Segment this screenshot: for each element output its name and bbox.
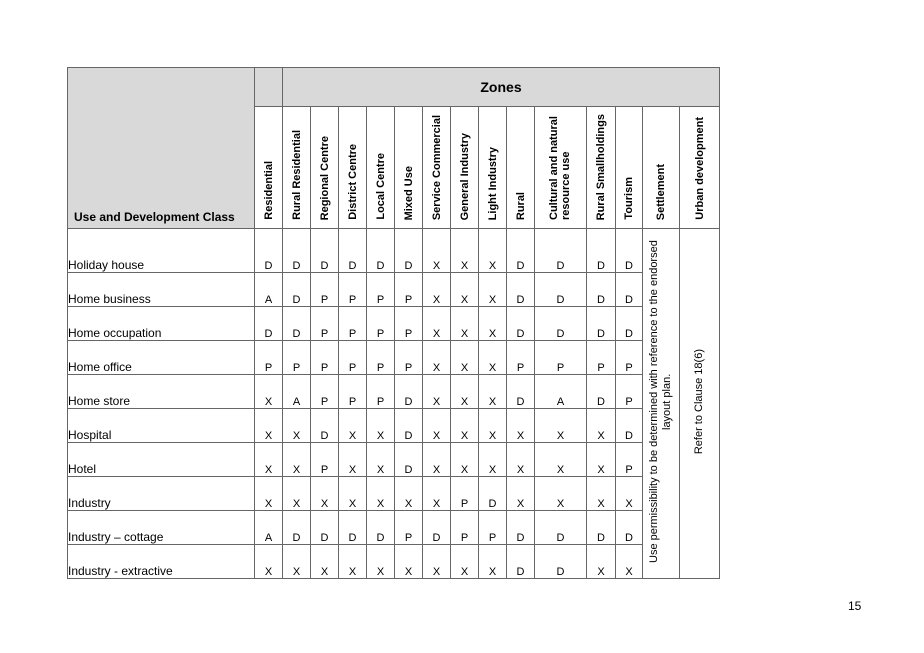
zone-header-label: Cultural and natural resource use: [547, 116, 572, 220]
use-class-label: Industry - extractive: [68, 545, 255, 579]
permissibility-cell: X: [395, 477, 423, 511]
permissibility-cell: X: [311, 545, 339, 579]
permissibility-cell: X: [255, 443, 283, 477]
use-class-label: Home occupation: [68, 307, 255, 341]
permissibility-cell: D: [283, 307, 311, 341]
permissibility-cell: X: [283, 477, 311, 511]
use-class-label: Holiday house: [68, 229, 255, 273]
permissibility-cell: P: [587, 341, 616, 375]
permissibility-cell: X: [255, 375, 283, 409]
permissibility-cell: P: [535, 341, 587, 375]
permissibility-cell: P: [311, 273, 339, 307]
permissibility-cell: P: [451, 511, 479, 545]
permissibility-cell: X: [283, 443, 311, 477]
permissibility-cell: D: [395, 375, 423, 409]
permissibility-cell: X: [535, 443, 587, 477]
permissibility-cell: D: [255, 229, 283, 273]
permissibility-cell: D: [311, 409, 339, 443]
permissibility-cell: X: [479, 375, 507, 409]
permissibility-cell: X: [451, 409, 479, 443]
permissibility-cell: P: [367, 341, 395, 375]
permissibility-cell: D: [283, 511, 311, 545]
zone-header-regional-centre: [311, 107, 339, 229]
permissibility-cell: D: [587, 375, 616, 409]
permissibility-cell: D: [535, 229, 587, 273]
permissibility-cell: X: [507, 409, 535, 443]
zone-header-residential: [255, 107, 283, 229]
permissibility-cell: X: [451, 229, 479, 273]
permissibility-cell: X: [535, 409, 587, 443]
permissibility-cell: D: [507, 511, 535, 545]
zone-header-district-centre: [339, 107, 367, 229]
permissibility-cell: D: [311, 511, 339, 545]
table-row: [68, 273, 720, 307]
use-class-label: Hotel: [68, 443, 255, 477]
permissibility-cell: P: [311, 443, 339, 477]
permissibility-cell: X: [339, 545, 367, 579]
permissibility-cell: X: [255, 409, 283, 443]
permissibility-cell: P: [339, 273, 367, 307]
permissibility-cell: X: [479, 545, 507, 579]
permissibility-cell: D: [283, 229, 311, 273]
zone-header-settlement: [643, 107, 680, 229]
permissibility-cell: P: [616, 341, 643, 375]
permissibility-cell: D: [616, 307, 643, 341]
permissibility-cell: X: [479, 341, 507, 375]
permissibility-cell: X: [451, 307, 479, 341]
permissibility-cell: X: [479, 307, 507, 341]
permissibility-cell: X: [367, 545, 395, 579]
permissibility-cell: A: [283, 375, 311, 409]
urban-note-cell: [680, 229, 720, 579]
permissibility-cell: D: [367, 229, 395, 273]
permissibility-cell: X: [616, 477, 643, 511]
permissibility-cell: D: [339, 229, 367, 273]
zone-header-rural: [507, 107, 535, 229]
zone-header-label: General Industry: [458, 132, 471, 220]
zone-header-label: Service Commercial: [430, 114, 443, 220]
permissibility-cell: P: [616, 443, 643, 477]
permissibility-cell: D: [479, 477, 507, 511]
use-class-header-label: Use and Development Class: [74, 210, 235, 224]
permissibility-cell: D: [367, 511, 395, 545]
permissibility-cell: D: [587, 273, 616, 307]
permissibility-cell: D: [587, 511, 616, 545]
zone-header-label: Rural: [514, 191, 527, 220]
permissibility-cell: X: [451, 443, 479, 477]
permissibility-cell: X: [423, 307, 451, 341]
table-row: [68, 307, 720, 341]
permissibility-cell: X: [283, 409, 311, 443]
zone-header-cultural-and-natural-resource-use: [535, 107, 587, 229]
zone-header-label: Light Industry: [486, 146, 499, 220]
zone-header-label: Urban development: [693, 117, 706, 220]
table-row: [68, 545, 720, 579]
zone-header-label: Rural Residential: [290, 130, 303, 220]
permissibility-cell: P: [311, 375, 339, 409]
permissibility-cell: X: [395, 545, 423, 579]
zone-header-label: District Centre: [346, 144, 359, 220]
zone-header-label: Mixed Use: [402, 165, 415, 220]
zone-header-general-industry: [451, 107, 479, 229]
use-class-label: Industry – cottage: [68, 511, 255, 545]
permissibility-cell: X: [339, 409, 367, 443]
zone-header-urban-development: [680, 107, 720, 229]
permissibility-cell: X: [423, 545, 451, 579]
permissibility-cell: X: [507, 477, 535, 511]
zone-header-tourism: [616, 107, 643, 229]
table-row: [68, 477, 720, 511]
permissibility-cell: X: [367, 409, 395, 443]
permissibility-cell: X: [255, 545, 283, 579]
permissibility-cell: D: [395, 229, 423, 273]
permissibility-cell: P: [367, 273, 395, 307]
zoning-table: [67, 67, 720, 579]
permissibility-cell: D: [423, 511, 451, 545]
table-row: [68, 443, 720, 477]
permissibility-cell: X: [535, 477, 587, 511]
permissibility-cell: A: [255, 511, 283, 545]
permissibility-cell: D: [507, 307, 535, 341]
permissibility-cell: D: [616, 511, 643, 545]
settlement-note-cell: [643, 229, 680, 579]
permissibility-cell: X: [616, 545, 643, 579]
permissibility-cell: D: [616, 273, 643, 307]
permissibility-cell: P: [311, 341, 339, 375]
zone-header-service-commercial: [423, 107, 451, 229]
permissibility-cell: D: [395, 409, 423, 443]
zone-header-label: Regional Centre: [318, 135, 331, 220]
zone-header-mixed-use: [395, 107, 423, 229]
permissibility-cell: D: [616, 229, 643, 273]
permissibility-cell: D: [507, 273, 535, 307]
permissibility-cell: P: [311, 307, 339, 341]
permissibility-cell: P: [283, 341, 311, 375]
permissibility-cell: D: [535, 511, 587, 545]
permissibility-cell: X: [367, 477, 395, 511]
permissibility-cell: P: [395, 273, 423, 307]
permissibility-cell: P: [479, 511, 507, 545]
permissibility-cell: P: [367, 307, 395, 341]
permissibility-cell: X: [479, 443, 507, 477]
zone-header-local-centre: [367, 107, 395, 229]
permissibility-cell: X: [423, 409, 451, 443]
permissibility-cell: X: [423, 341, 451, 375]
settlement-note: Use permissibility to be determined with reference to the endorsed layout plan.: [648, 240, 673, 564]
permissibility-cell: D: [535, 273, 587, 307]
use-class-label: Home business: [68, 273, 255, 307]
permissibility-cell: P: [339, 375, 367, 409]
permissibility-cell: X: [339, 477, 367, 511]
permissibility-cell: X: [423, 477, 451, 511]
permissibility-cell: P: [367, 375, 395, 409]
permissibility-cell: P: [339, 341, 367, 375]
permissibility-cell: D: [339, 511, 367, 545]
permissibility-cell: X: [587, 409, 616, 443]
table-row: [68, 229, 720, 273]
table-row: [68, 409, 720, 443]
zone-header-label: Tourism: [623, 177, 635, 220]
zone-header-label: Rural Smallholdings: [595, 113, 607, 220]
permissibility-cell: D: [311, 229, 339, 273]
permissibility-cell: D: [535, 545, 587, 579]
zone-header-label: Settlement: [655, 163, 667, 220]
urban-note: Refer to Clause 18(6): [693, 349, 705, 455]
zone-header-label: Residential: [262, 161, 275, 220]
use-class-header: [68, 68, 255, 229]
permissibility-cell: X: [451, 273, 479, 307]
use-class-label: Industry: [68, 477, 255, 511]
permissibility-cell: D: [616, 409, 643, 443]
table-row: [68, 511, 720, 545]
zone-header-rural-smallholdings: [587, 107, 616, 229]
permissibility-cell: A: [535, 375, 587, 409]
permissibility-cell: X: [451, 341, 479, 375]
permissibility-cell: P: [395, 511, 423, 545]
permissibility-cell: X: [451, 375, 479, 409]
permissibility-cell: X: [587, 443, 616, 477]
permissibility-cell: P: [507, 341, 535, 375]
zone-header-rural-residential: [283, 107, 311, 229]
use-class-label: Home store: [68, 375, 255, 409]
permissibility-cell: X: [507, 443, 535, 477]
permissibility-cell: X: [479, 409, 507, 443]
permissibility-cell: X: [587, 545, 616, 579]
zones-header-spacer: [255, 68, 283, 107]
permissibility-cell: A: [255, 273, 283, 307]
permissibility-cell: D: [507, 229, 535, 273]
permissibility-cell: X: [283, 545, 311, 579]
permissibility-cell: X: [367, 443, 395, 477]
permissibility-cell: X: [339, 443, 367, 477]
permissibility-cell: D: [395, 443, 423, 477]
permissibility-cell: D: [535, 307, 587, 341]
permissibility-cell: D: [255, 307, 283, 341]
permissibility-cell: P: [395, 307, 423, 341]
permissibility-cell: P: [616, 375, 643, 409]
permissibility-cell: D: [587, 307, 616, 341]
permissibility-cell: P: [339, 307, 367, 341]
permissibility-cell: X: [451, 545, 479, 579]
table-body: [68, 229, 720, 579]
permissibility-cell: D: [507, 375, 535, 409]
permissibility-cell: X: [423, 375, 451, 409]
permissibility-cell: X: [479, 273, 507, 307]
zone-header-label: Local Centre: [374, 153, 387, 220]
permissibility-cell: X: [423, 273, 451, 307]
zones-header: Zones: [283, 68, 720, 107]
permissibility-cell: D: [587, 229, 616, 273]
permissibility-cell: P: [451, 477, 479, 511]
permissibility-cell: X: [255, 477, 283, 511]
permissibility-cell: P: [255, 341, 283, 375]
permissibility-cell: X: [479, 229, 507, 273]
table-row: [68, 375, 720, 409]
permissibility-cell: D: [507, 545, 535, 579]
use-class-label: Home office: [68, 341, 255, 375]
permissibility-cell: D: [283, 273, 311, 307]
page-number: 15: [848, 599, 862, 613]
permissibility-cell: X: [423, 229, 451, 273]
permissibility-cell: X: [423, 443, 451, 477]
permissibility-cell: X: [587, 477, 616, 511]
zone-header-light-industry: [479, 107, 507, 229]
permissibility-cell: X: [311, 477, 339, 511]
permissibility-cell: P: [395, 341, 423, 375]
table-row: [68, 341, 720, 375]
use-class-label: Hospital: [68, 409, 255, 443]
